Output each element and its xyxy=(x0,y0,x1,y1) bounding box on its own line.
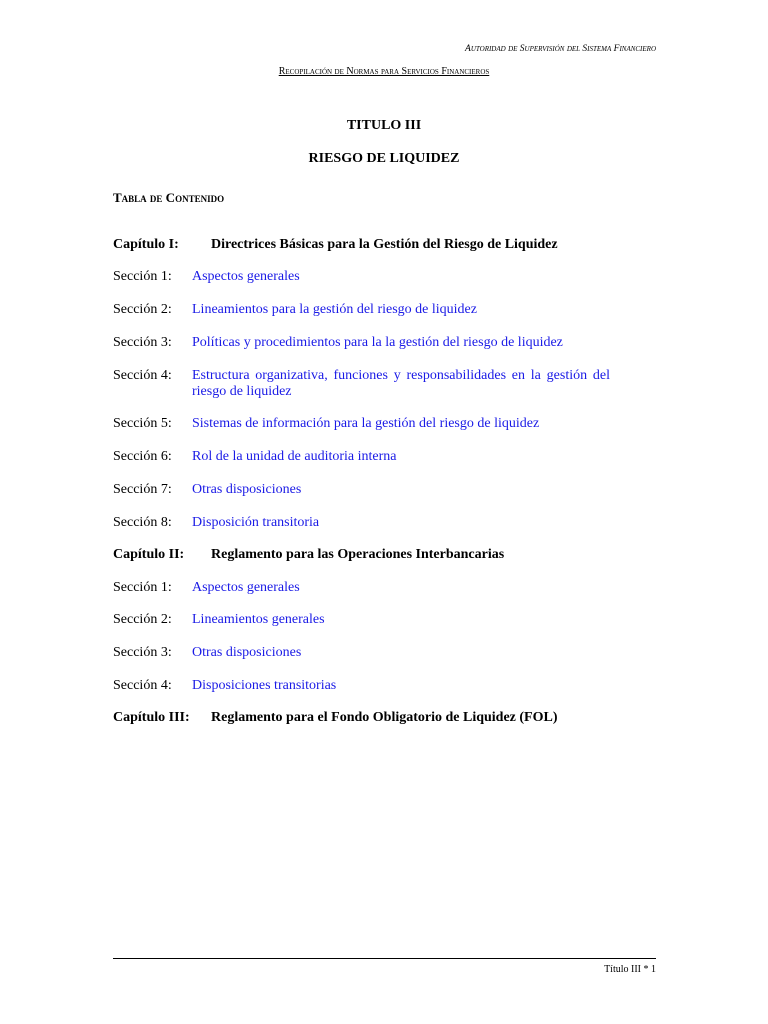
section-label: Sección 7: xyxy=(113,482,172,497)
section-label: Sección 3: xyxy=(113,645,172,660)
document-subtitle: RIESGO DE LIQUIDEZ xyxy=(308,151,460,166)
section-label: Sección 4: xyxy=(113,678,172,693)
section-link[interactable]: Aspectos generales xyxy=(192,580,300,595)
chapter-label: Capítulo III: xyxy=(113,710,190,725)
section-link[interactable]: Rol de la unidad de auditoria interna xyxy=(192,449,397,464)
section-link[interactable]: Políticas y procedimientos para la la gestión del riesgo de liquidez xyxy=(192,335,563,350)
section-link[interactable]: Estructura organizativa, funciones y responsabilidades en la gestión del riesgo de liquidez xyxy=(192,368,610,399)
header-authority: Autoridad de Supervisión del Sistema Financiero xyxy=(465,44,656,54)
footer-divider xyxy=(113,958,656,959)
header-compilation: Recopilación de Normas para Servicios Financieros xyxy=(278,66,490,77)
section-label: Sección 2: xyxy=(113,302,172,317)
section-label: Sección 3: xyxy=(113,335,172,350)
section-link[interactable]: Disposición transitoria xyxy=(192,515,320,530)
toc-heading: Tabla de Contenido xyxy=(113,190,225,205)
section-link[interactable]: Lineamientos para la gestión del riesgo de liquidez xyxy=(192,302,477,317)
chapter-title: Reglamento para el Fondo Obligatorio de Liquidez (FOL) xyxy=(211,710,558,725)
chapter-title: Reglamento para las Operaciones Interbancarias xyxy=(211,547,505,562)
document-title: TITULO III xyxy=(346,118,422,133)
section-link[interactable]: Otras disposiciones xyxy=(192,645,302,660)
section-label: Sección 5: xyxy=(113,416,172,431)
section-label: Sección 1: xyxy=(113,580,172,595)
section-label: Sección 6: xyxy=(113,449,172,464)
section-link[interactable]: Disposiciones transitorias xyxy=(192,678,337,693)
section-label: Sección 2: xyxy=(113,612,172,627)
section-link[interactable]: Lineamientos generales xyxy=(192,612,325,627)
section-label: Sección 4: xyxy=(113,368,172,383)
chapter-label: Capítulo II: xyxy=(113,547,185,562)
chapter-title: Directrices Básicas para la Gestión del Riesgo de Liquidez xyxy=(211,237,558,252)
section-link[interactable]: Sistemas de información para la gestión del riesgo de liquidez xyxy=(192,416,540,431)
section-label: Sección 1: xyxy=(113,269,172,284)
chapter-label: Capítulo I: xyxy=(113,237,179,252)
section-link[interactable]: Aspectos generales xyxy=(192,269,300,284)
section-label: Sección 8: xyxy=(113,515,172,530)
page-number: Título III * 1 xyxy=(604,964,656,975)
section-link[interactable]: Otras disposiciones xyxy=(192,482,302,497)
